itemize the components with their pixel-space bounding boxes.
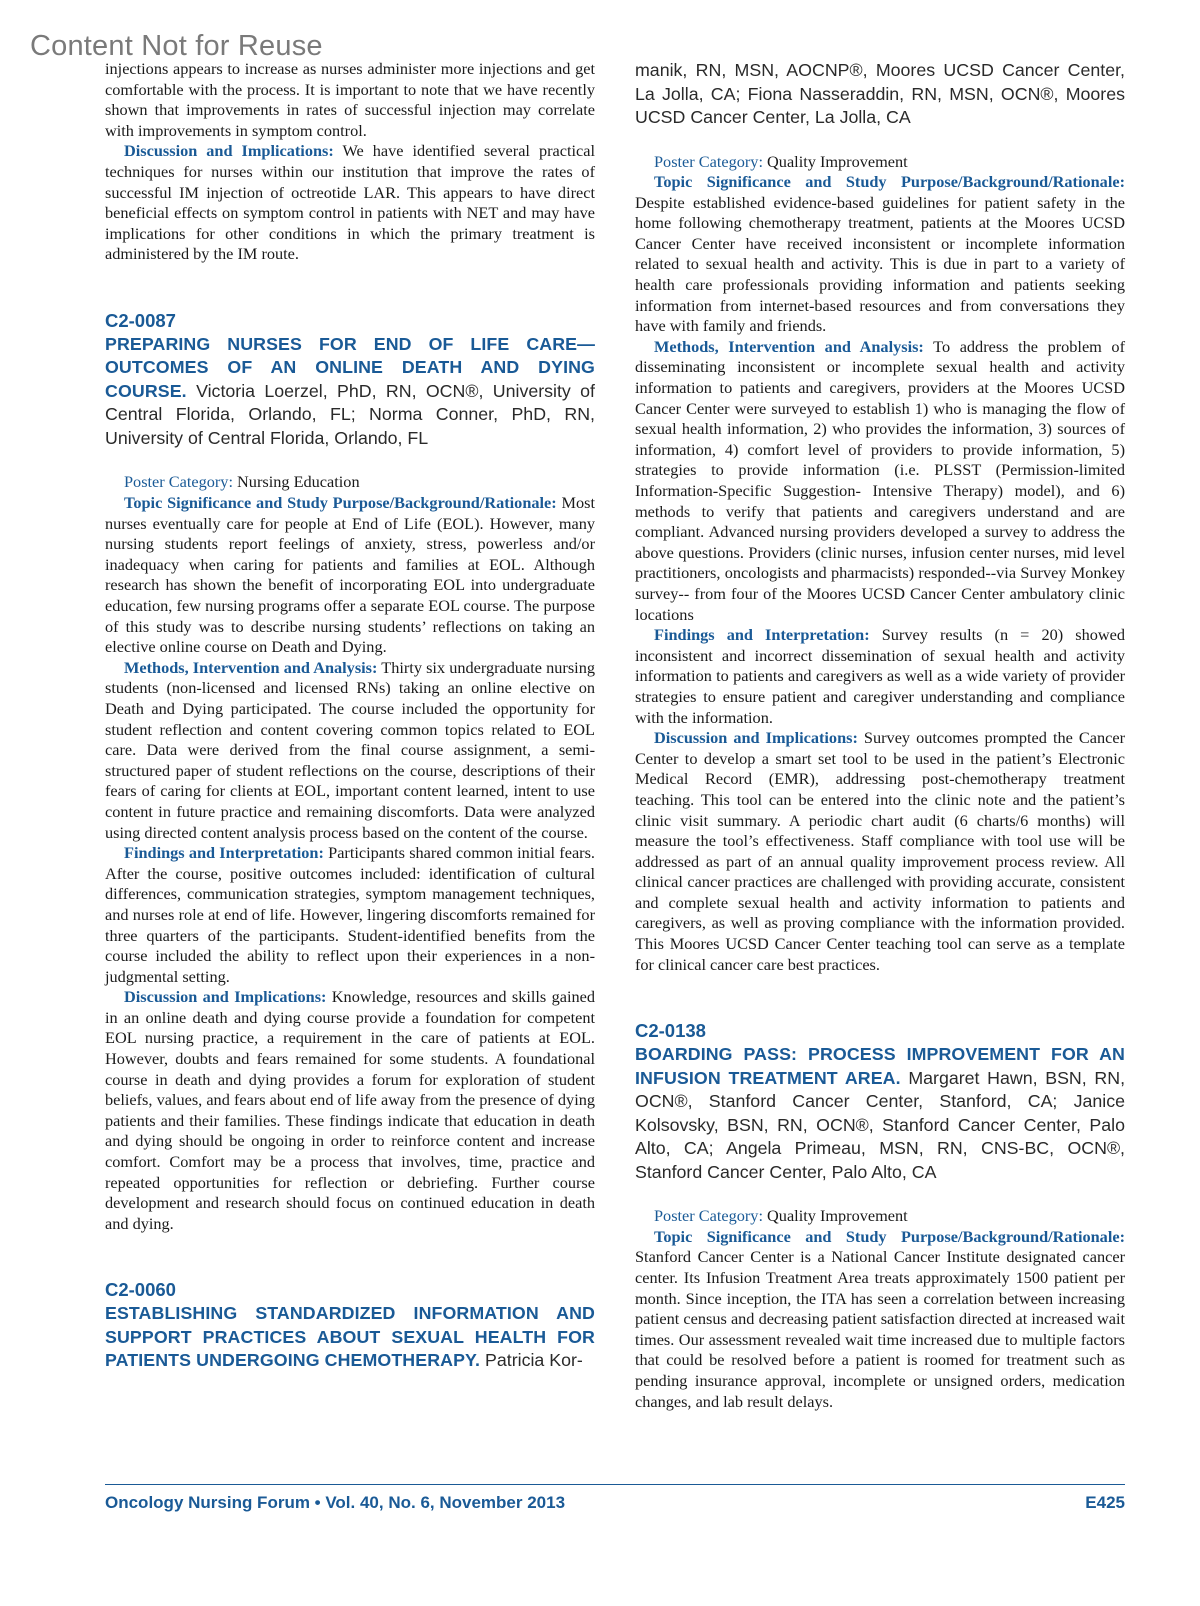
findings-paragraph xyxy=(635,625,1125,728)
abstract-title: BOARDING PASS: PROCESS IMPROVEMENT FOR AN INFUSION TREATMENT AREA. xyxy=(635,1044,1125,1088)
section-label: Topic Significance and Study Purpose/Background/Rationale: xyxy=(124,493,557,513)
topic-paragraph xyxy=(635,1227,1125,1412)
poster-category xyxy=(635,152,1125,173)
poster-category xyxy=(635,1206,1125,1227)
section-label: Methods, Intervention and Analysis: xyxy=(124,657,378,677)
section-label: Findings and Interpretation: xyxy=(654,625,870,645)
abstract-authors: Margaret Hawn, BSN, RN, OCN®, Stanford Cancer Center, Stanford, CA; Janice Kolsovsky, BSN, RN, OCN®, Stanford Cancer Center, Palo Alto, CA; Angela Primeau, MSN, RN, CNS-BC, OCN®, Stanford Cancer Center, Palo Alto, CA xyxy=(635,1067,1126,1182)
section-label: Discussion and Implications: xyxy=(124,987,327,1007)
section-text: Thirty six undergraduate nursing students (non-licensed and licensed RNs) taking an online elective on Death and Dying participated. The course included the opportunity for student reflection and content covering common topics related to EOL care. Data were derived from the final course assignment, a semi-structured paper of student reflections on the course, descriptions of their fears of caring for clients at EOL, important content learned, intent to use content in future practice and remaining discomforts. Data were analyzed using directed content analysis process based on the content of the course. xyxy=(105,657,595,842)
page-footer xyxy=(105,1493,1125,1513)
section-text: We have identified several practical techniques for nurses within our institution that improve the rates of successful IM injection of octreotide LAR. This appears to have direct beneficial effects on symptom control in patients with NET and may have implications for other conditions in which the primary treatment is administered by the IM route. xyxy=(105,141,595,264)
section-text: To address the problem of disseminating inconsistent or incomplete sexual health and activity information to patients and caregivers, providers at the Moores UCSD Cancer Center were surveyed to establish 1) who is managing the flow of sexual health information, 2) who provides the information, 3) sources of information, 4) comfort level of providers to provide information, 5) strategies to provide information (i.e. PLSST (Permission-limited Information-Specific Suggestion- Intensive Therapy) model), and 6) methods to verify that patients and caregivers understand and are compliant. Advanced nursing providers developed a survey to address the above questions. Providers (clinic nurses, infusion center nurses, mid level practitioners, oncologists and pharmacists) responded--via Survey Monkey survey-- from four of the Moores UCSD Cancer Center ambulatory clinic locations xyxy=(635,336,1125,624)
poster-category-value: Quality Improvement xyxy=(762,1206,908,1226)
section-text: Despite established evidence-based guidelines for patient safety in the home following chemotherapy treatment, patients at the Moores UCSD Cancer Center have received inconsistent or incomplete information related to sexual health and activity. This is due in part to a variety of health care professionals providing information and patients seeking information from internet-based resources and from conversations they have with family and friends. xyxy=(635,192,1125,336)
page-number: E425 xyxy=(1085,1493,1125,1512)
topic-paragraph xyxy=(635,172,1125,337)
methods-paragraph xyxy=(635,337,1125,625)
section-label: Discussion and Implications: xyxy=(124,141,334,161)
section-label: Topic Significance and Study Purpose/Background/Rationale: xyxy=(654,172,1125,192)
section-label: Topic Significance and Study Purpose/Background/Rationale: xyxy=(654,1226,1125,1246)
abstract-id: C2-0060 xyxy=(105,1279,176,1301)
poster-category-label: Poster Category: xyxy=(654,1206,763,1226)
abstract-heading xyxy=(105,333,595,451)
abstract-heading xyxy=(105,1302,595,1373)
poster-category-value: Nursing Education xyxy=(232,472,360,492)
findings-paragraph xyxy=(105,843,595,987)
poster-category-label: Poster Category: xyxy=(124,472,233,492)
abstract-authors: Patricia Kor- xyxy=(480,1350,583,1371)
section-text: Most nurses eventually care for people at End of Life (EOL). However, many nursing students report feelings of anxiety, stress, powerless and/or inadequacy when caring for patients and families at EOL. Although research has shown the benefit of incorporating EOL into undergraduate education, few nursing programs offer a separate EOL course. The purpose of this study was to describe nursing students’ reflections on taking an elective online course on Death and Dying. xyxy=(105,493,595,657)
abstract-authors-continued xyxy=(635,59,1125,130)
poster-category xyxy=(105,472,595,493)
discussion-paragraph xyxy=(635,728,1125,975)
abstract-authors: manik, RN, MSN, AOCNP®, Moores UCSD Cancer Center, La Jolla, CA; Fiona Nasseraddin, RN, MSN, OCN®, Moores UCSD Cancer Center, La Jolla, CA xyxy=(635,60,1125,127)
journal-citation: Oncology Nursing Forum • Vol. 40, No. 6, November 2013 xyxy=(105,1493,566,1512)
abstract-title: PREPARING NURSES FOR END OF LIFE CARE—OUTCOMES OF AN ONLINE DEATH AND DYING COURSE. xyxy=(105,333,595,401)
topic-paragraph xyxy=(105,493,595,658)
section-label: Discussion and Implications: xyxy=(654,728,858,748)
left-column xyxy=(105,59,595,1373)
poster-category-value: Quality Improvement xyxy=(762,151,908,171)
section-text: Survey outcomes prompted the Cancer Center to develop a smart set tool to be used in the patient’s Electronic Medical Record (EMR), addressing post-chemotherapy treatment teaching. This tool can be entered into the clinic note and the patient’s clinic visit summary. A periodic chart audit (6 charts/6 months) will measure the tool’s effectiveness. Staff compliance with tool use will be addressed as part of an annual quality improvement process review. All clinical cancer practices are challenged with providing accurate, consistent and complete sexual health and activity information to patients and caregivers, as well as proving compliance with the information provided. This Moores UCSD Cancer Center teaching tool can serve as a template for clinical cancer care best practices. xyxy=(635,728,1125,974)
section-text: Participants shared common initial fears. After the course, positive outcomes included: identification of cultural differences, communication strategies, symptom management techniques, and nurses role at end of life. However, lingering discomforts remained for three quarters of the participants. Student-identified benefits from the course included the ability to reflect upon their experiences in a non-judgmental setting. xyxy=(105,843,595,986)
methods-paragraph xyxy=(105,658,595,843)
intro-discussion xyxy=(105,141,595,265)
abstract-authors: Victoria Loerzel, PhD, RN, OCN®, University of Central Florida, Orlando, FL; Norma Conner, PhD, RN, University of Central Florida, Orlando, FL xyxy=(105,380,595,448)
watermark: Content Not for Reuse xyxy=(30,30,323,62)
abstract-id: C2-0087 xyxy=(105,309,176,331)
abstract-id: C2-0138 xyxy=(635,1020,706,1042)
section-text: Survey results (n = 20) showed inconsistent and incorrect dissemination of sexual health and activity information to patients and caregivers as well as a wide variety of provider strategies to ensure patient and caregiver understanding and compliance with the information. xyxy=(635,625,1125,727)
footer-divider xyxy=(105,1484,1125,1485)
abstract-heading xyxy=(635,1043,1125,1184)
abstract-title: ESTABLISHING STANDARDIZED INFORMATION AND SUPPORT PRACTICES ABOUT SEXUAL HEALTH FOR PATIENTS UNDERGOING CHEMOTHERAPY. xyxy=(105,1303,595,1371)
section-text: Stanford Cancer Center is a National Cancer Institute designated cancer center. Its Infusion Treatment Area treats approximately 1500 patient per month. Since inception, the ITA has seen a correlation between increasing patient census and decreasing patient satisfaction directed at increased wait times. Our assessment revealed wait time increased due to multiple factors that could be resolved before a patient is roomed for treatment such as pending insurance approval, incomplete or unsigned orders, medication changes, and lab result delays. xyxy=(635,1247,1125,1411)
intro-continuation: injections appears to increase as nurses administer more injections and get comfortable with the process. It is important to note that we have recently shown that improvements in rates of successful injection may correlate with improvements in symptom control. xyxy=(105,59,595,140)
section-label: Findings and Interpretation: xyxy=(124,843,324,863)
section-label: Methods, Intervention and Analysis: xyxy=(654,336,924,356)
discussion-paragraph xyxy=(105,987,595,1234)
poster-category-label: Poster Category: xyxy=(654,151,763,171)
section-text: Knowledge, resources and skills gained in an online death and dying course provide a foundation for competent EOL nursing practice, a requirement in the care of patients at EOL. However, doubts and fears remained for some students. A foundational course in death and dying provides a forum for exploration of student beliefs, values, and fears about end of life away from the presence of dying patients and their families. These findings indicate that education in death and dying should be ongoing in order to reinforce content and increase comfort. Comfort may be a process that involves, time, practice and repeated opportunities for reflection or debriefing. Further course development and research should focus on continued education in death and dying. xyxy=(105,987,595,1233)
right-column xyxy=(635,59,1125,1412)
